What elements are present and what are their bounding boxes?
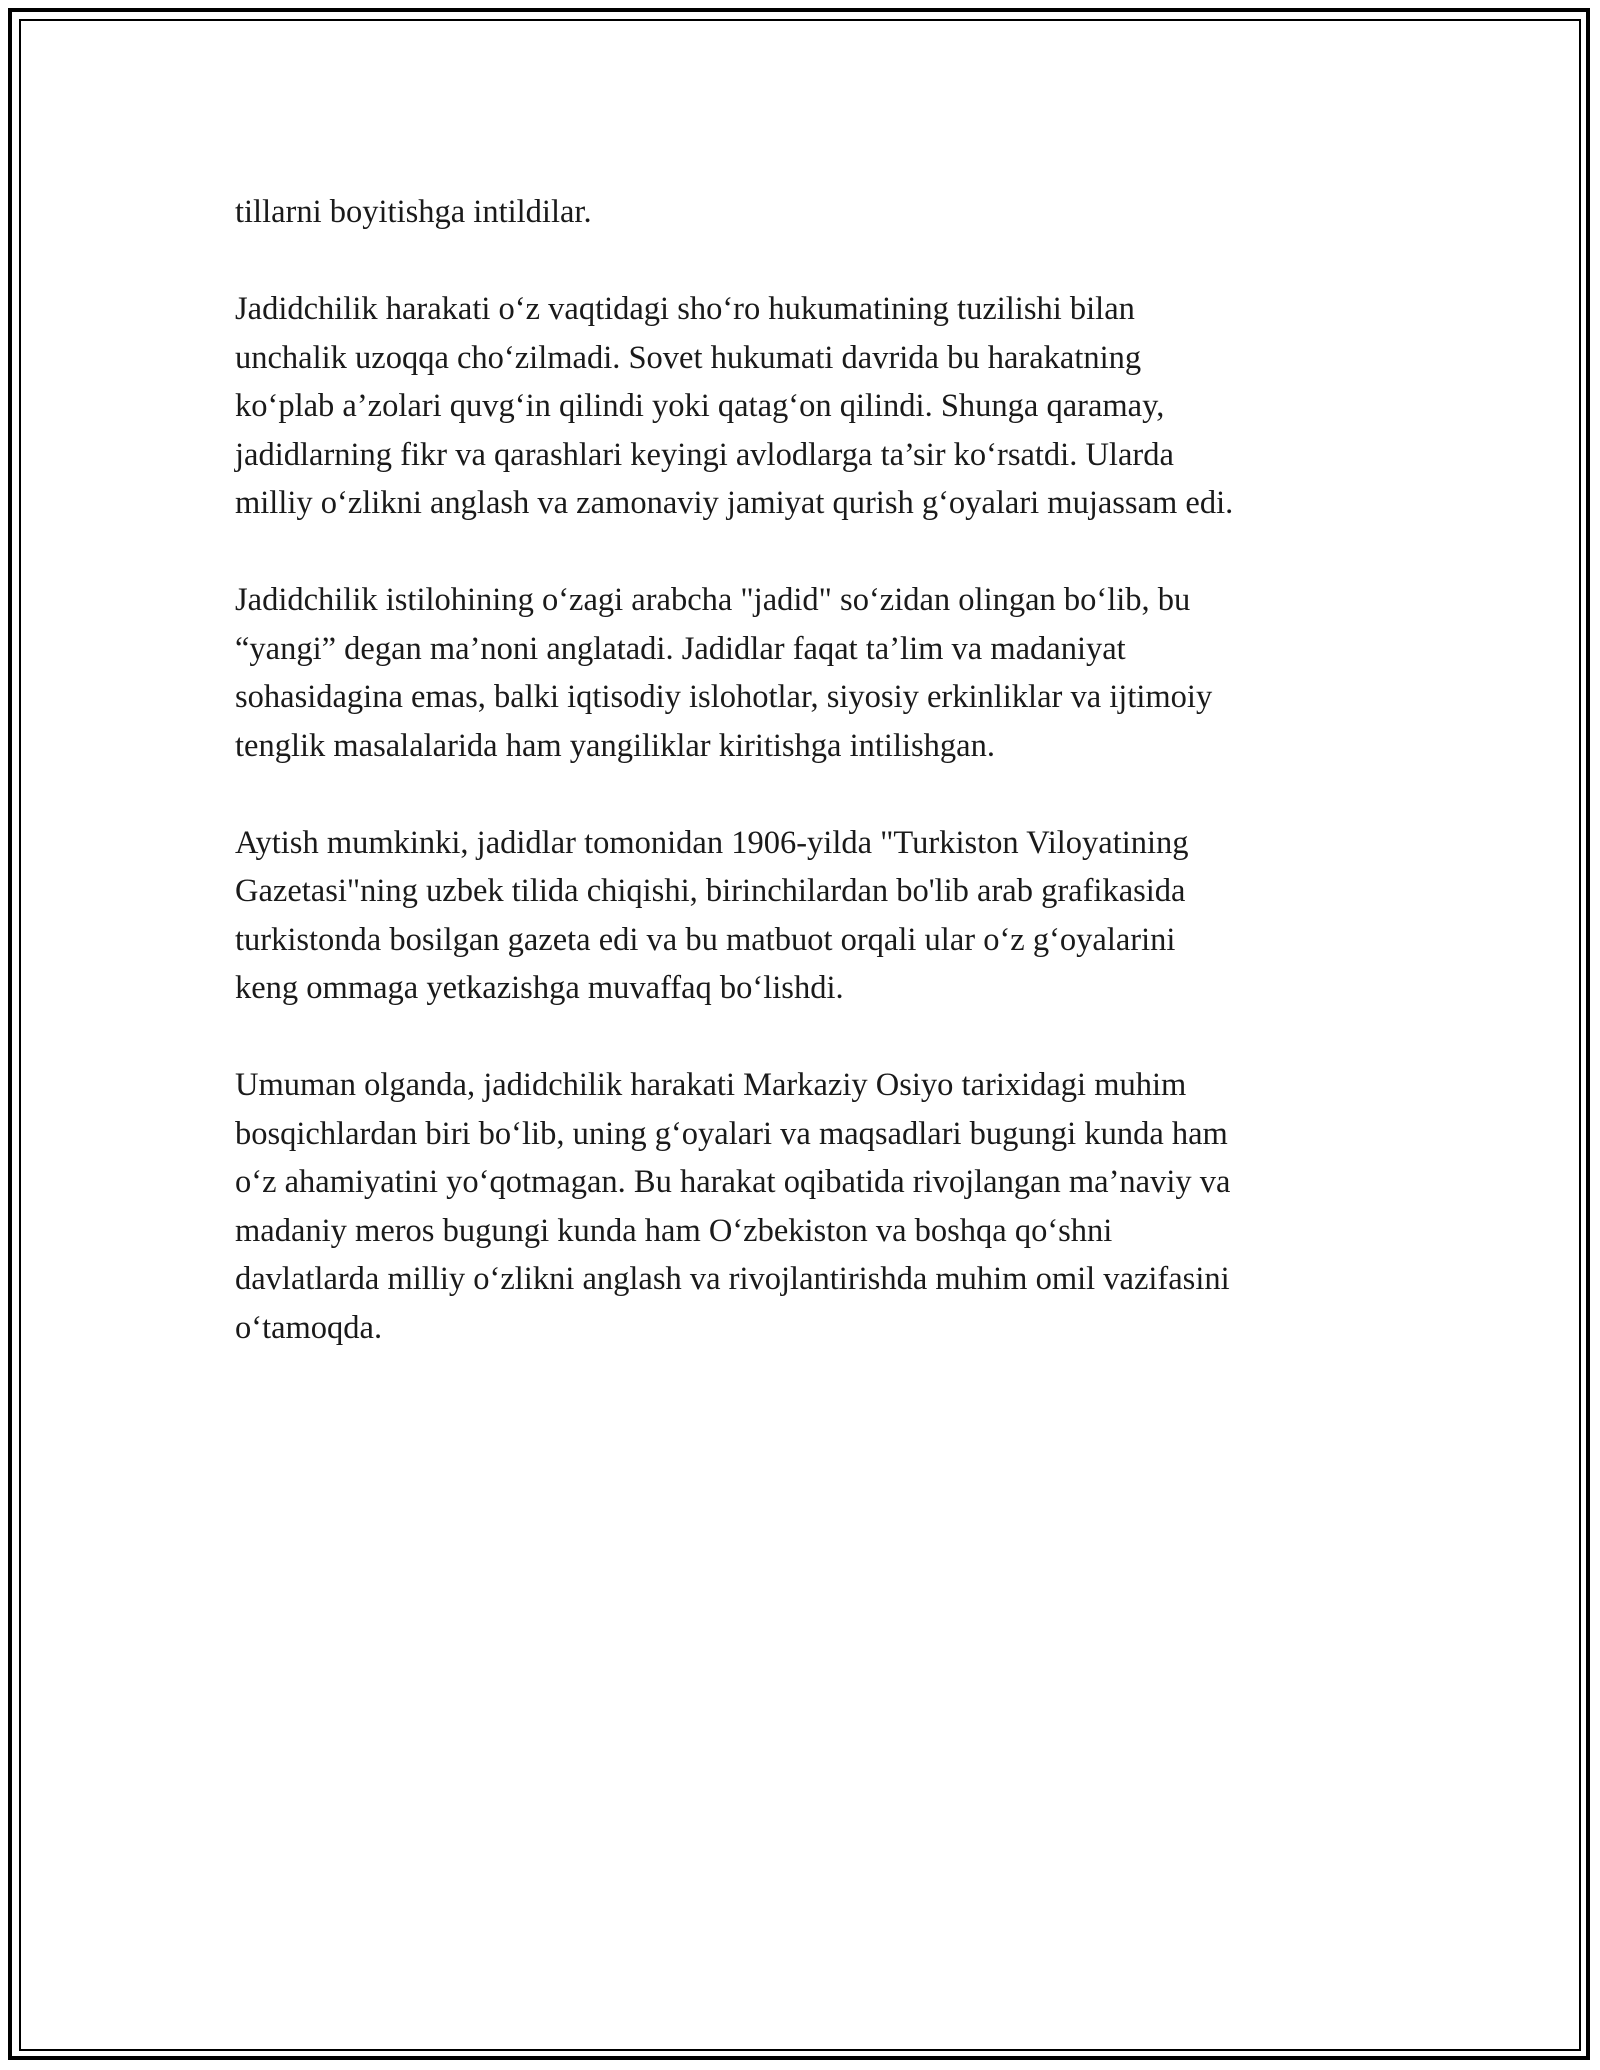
text-line: “yangi” degan ma’noni anglatadi. Jadidlar faqat ta’lim va madaniyat	[235, 630, 1126, 667]
text-line: tenglik masalalarida ham yangiliklar kiritishga intilishgan.	[235, 727, 995, 764]
text-line: turkistonda bosilgan gazeta edi va bu matbuot orqali ular o‘z g‘oyalarini	[235, 921, 1176, 958]
text-line: Jadidchilik harakati o‘z vaqtidagi sho‘ro hukumatining tuzilishi bilan	[235, 291, 1135, 327]
paragraph-3	[235, 576, 1395, 770]
text-line: unchalik uzoqqa cho‘zilmadi. Sovet hukumati davrida bu harakatning	[235, 339, 1142, 376]
text-line: Umuman olganda, jadidchilik harakati Markaziy Osiyo tarixidagi muhim	[235, 1067, 1187, 1103]
document-body	[235, 188, 1395, 1401]
paragraph-1	[235, 188, 1395, 237]
paragraph-2	[235, 285, 1395, 528]
text-line: Jadidchilik istilohining o‘zagi arabcha "jadid" so‘zidan olingan bo‘lib, bu	[235, 582, 1191, 618]
text-line: jadidlarning fikr va qarashlari keyingi avlodlarga ta’sir ko‘rsatdi. Ularda	[235, 436, 1174, 473]
text-line: madaniy meros bugungi kunda ham O‘zbekiston va boshqa qo‘shni	[235, 1212, 1113, 1249]
paragraph-4	[235, 819, 1395, 1013]
text-line: Aytish mumkinki, jadidlar tomonidan 1906-yilda "Turkiston Viloyatining	[235, 824, 1189, 861]
text-line: tillarni boyitishga intildilar.	[235, 194, 592, 230]
text-line: ko‘plab a’zolari quvg‘in qilindi yoki qatag‘on qilindi. Shunga qaramay,	[235, 388, 1165, 424]
paragraph-5	[235, 1061, 1395, 1352]
text-line: Gazetasi"ning uzbek tilida chiqishi, birinchilardan bo'lib arab grafikasida	[235, 873, 1186, 909]
text-line: davlatlarda milliy o‘zlikni anglash va rivojlantirishda muhim omil vazifasini	[235, 1261, 1230, 1297]
text-line: bosqichlardan biri bo‘lib, uning g‘oyalari va maqsadlari bugungi kunda ham	[235, 1115, 1228, 1152]
text-line: keng ommaga yetkazishga muvaffaq bo‘lishdi.	[235, 970, 844, 1006]
text-line: sohasidagina emas, balki iqtisodiy islohotlar, siyosiy erkinliklar va ijtimoiy	[235, 679, 1213, 715]
text-line: o‘z ahamiyatini yo‘qotmagan. Bu harakat oqibatida rivojlangan ma’naviy va	[235, 1164, 1231, 1200]
text-line: milliy o‘zlikni anglash va zamonaviy jamiyat qurish g‘oyalari mujassam edi.	[235, 485, 1234, 521]
text-line: o‘tamoqda.	[235, 1309, 383, 1346]
